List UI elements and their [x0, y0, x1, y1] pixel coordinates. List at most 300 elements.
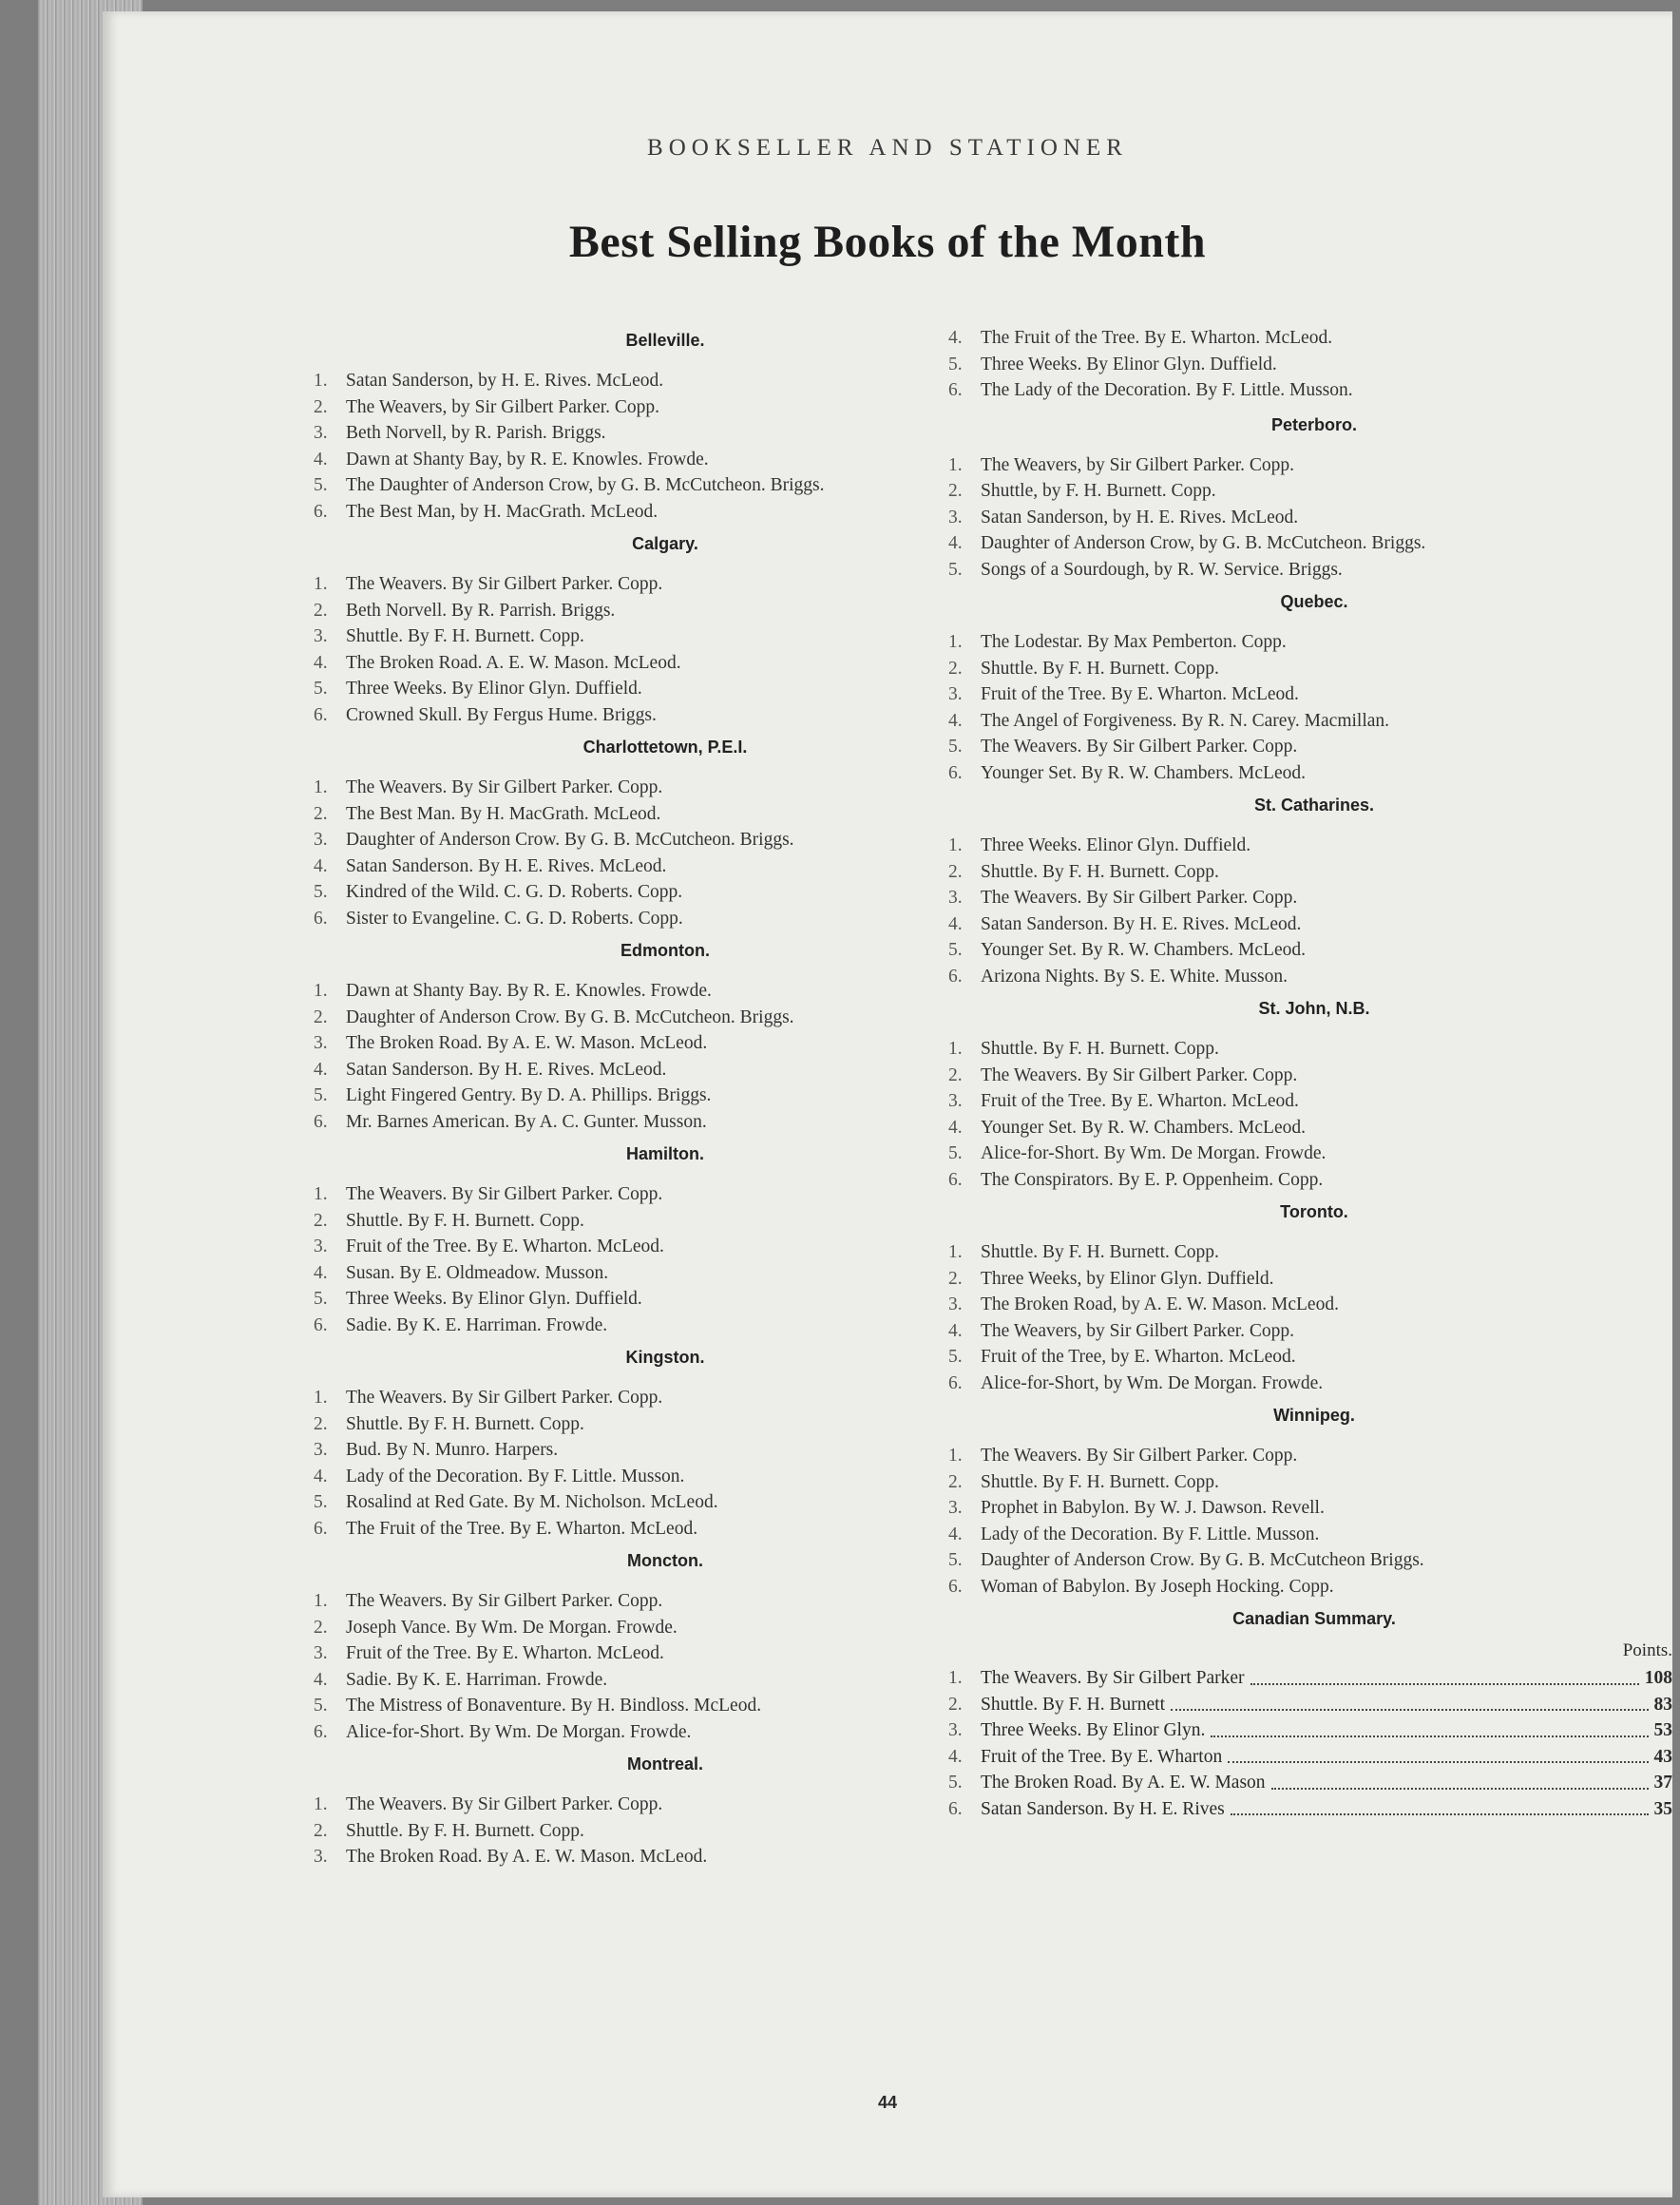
entry-text: Arizona Nights. By S. E. White. Musson.	[981, 966, 1289, 987]
entry-text: The Angel of Forgiveness. By R. N. Carey. Macmillan.	[981, 710, 1390, 731]
book-entry	[314, 1260, 1017, 1287]
entry-number: 5.	[948, 737, 963, 757]
book-entry	[948, 1141, 1680, 1167]
book-entry	[314, 1437, 1017, 1464]
entry-text: Fruit of the Tree. By E. Wharton. McLeod.	[346, 1237, 664, 1256]
entry-number: 2.	[314, 396, 328, 417]
summary-title: The Weavers. By Sir Gilbert Parker	[981, 1668, 1245, 1688]
entry-number: 4.	[314, 855, 328, 876]
points-label: Points.	[1622, 1640, 1672, 1660]
summary-points: 35	[1653, 1798, 1672, 1819]
book-entry	[314, 827, 1017, 853]
entry-text: Lady of the Decoration. By F. Little. Musson.	[346, 1466, 685, 1486]
entry-text: The Weavers, by Sir Gilbert Parker. Copp.	[981, 1320, 1295, 1341]
book-entry	[314, 447, 1017, 473]
entry-number: 3.	[314, 1440, 328, 1460]
entry-number: 6.	[314, 908, 328, 929]
entry-number: 2.	[948, 1268, 963, 1289]
entry-number: 2.	[314, 600, 328, 621]
book-entry	[948, 377, 1680, 404]
entry-number: 4.	[948, 1524, 963, 1544]
entry-number: 6.	[948, 762, 963, 783]
entry-text: Susan. By E. Oldmeadow. Musson.	[346, 1262, 609, 1283]
entry-text: Shuttle. By F. H. Burnett. Copp.	[981, 1242, 1219, 1262]
book-entry	[314, 702, 1017, 729]
book-entry	[314, 1083, 1017, 1109]
entry-number: 1.	[314, 1794, 328, 1814]
entry-text: Dawn at Shanty Bay, by R. E. Knowles. Frowde.	[346, 449, 709, 470]
entry-number: 4.	[948, 1746, 963, 1767]
entry-number: 1.	[314, 1591, 328, 1611]
book-entry	[314, 499, 1017, 526]
book-entry	[948, 1036, 1680, 1063]
entry-text: Daughter of Anderson Crow. By G. B. McCutcheon Briggs.	[981, 1550, 1424, 1570]
summary-row	[948, 1692, 1680, 1718]
book-entry	[314, 1385, 1017, 1411]
summary-row	[948, 1744, 1680, 1771]
entry-number: 2.	[948, 1471, 963, 1492]
entry-text: The Weavers. By Sir Gilbert Parker. Copp.	[981, 737, 1298, 757]
entry-text: Daughter of Anderson Crow. By G. B. McCutcheon. Briggs.	[346, 1007, 794, 1027]
entry-text: The Weavers. By Sir Gilbert Parker. Copp.	[981, 888, 1298, 908]
entry-number: 6.	[314, 1111, 328, 1132]
book-entry	[314, 1489, 1017, 1516]
entry-number: 3.	[948, 507, 963, 527]
leader-dots	[1228, 1744, 1648, 1764]
book-entry	[948, 937, 1680, 964]
entry-number: 3.	[314, 1033, 328, 1053]
summary-row	[948, 1717, 1680, 1744]
canadian-summary	[948, 1609, 1680, 1822]
entry-text: The Fruit of the Tree. By E. Wharton. McLeod.	[981, 328, 1333, 348]
entry-text: Alice-for-Short, by Wm. De Morgan. Frowde.	[981, 1372, 1324, 1393]
entry-number: 4.	[948, 1117, 963, 1138]
entry-number: 3.	[948, 1091, 963, 1111]
city-heading: St. John, N.B.	[1258, 999, 1370, 1018]
entry-number: 1.	[948, 1039, 963, 1059]
book-entry	[314, 472, 1017, 499]
entry-text: The Broken Road. By A. E. W. Mason. McLeod.	[346, 1033, 708, 1053]
summary-points: 83	[1653, 1694, 1672, 1715]
book-list	[948, 629, 1680, 786]
book-entry	[948, 1469, 1680, 1496]
entry-text: Fruit of the Tree. By E. Wharton. McLeod.	[981, 1091, 1299, 1111]
book-entry	[948, 833, 1680, 859]
book-entry	[948, 1088, 1680, 1115]
entry-text: Sadie. By K. E. Harriman. Frowde.	[346, 1669, 608, 1690]
summary-title: Fruit of the Tree. By E. Wharton	[981, 1746, 1223, 1767]
city-section	[948, 415, 1680, 584]
entry-number: 1.	[948, 835, 963, 855]
book-entry	[948, 911, 1680, 938]
book-list	[314, 368, 1017, 525]
summary-points: 37	[1653, 1773, 1672, 1793]
page	[103, 11, 1672, 2197]
entry-text: Woman of Babylon. By Joseph Hocking. Copp.	[981, 1576, 1334, 1597]
book-entry	[314, 598, 1017, 624]
book-entry	[314, 775, 1017, 801]
right-column	[948, 325, 1680, 1831]
entry-number: 2.	[314, 1413, 328, 1434]
city-section	[314, 331, 1017, 525]
entry-text: Shuttle. By F. H. Burnett. Copp.	[346, 1413, 584, 1434]
entry-number: 5.	[948, 1773, 963, 1793]
entry-number: 3.	[948, 1498, 963, 1518]
book-entry	[314, 1181, 1017, 1208]
entry-text: Satan Sanderson. By H. E. Rives. McLeod.	[346, 855, 667, 876]
entry-text: Fruit of the Tree, by E. Wharton. McLeod.	[981, 1347, 1296, 1367]
entry-number: 5.	[314, 679, 328, 699]
summary-points: 108	[1644, 1668, 1672, 1688]
book-entry	[314, 1818, 1017, 1845]
book-entry	[314, 1792, 1017, 1818]
book-entry	[948, 1266, 1680, 1293]
entry-number: 4.	[314, 1466, 328, 1486]
entry-text: The Fruit of the Tree. By E. Wharton. McLeod.	[346, 1518, 698, 1539]
book-entry	[948, 629, 1680, 656]
book-entry	[314, 1411, 1017, 1438]
city-section	[948, 999, 1680, 1193]
entry-text: Lady of the Decoration. By F. Little. Musson.	[981, 1524, 1320, 1544]
entry-text: The Conspirators. By E. P. Oppenheim. Copp.	[981, 1169, 1324, 1190]
entry-number: 5.	[314, 1289, 328, 1309]
book-entry	[948, 1115, 1680, 1141]
entry-text: Joseph Vance. By Wm. De Morgan. Frowde.	[346, 1617, 678, 1638]
book-list	[314, 1385, 1017, 1542]
entry-number: 2.	[948, 1064, 963, 1085]
entry-number: 4.	[314, 1669, 328, 1690]
entry-text: The Best Man. By H. MacGrath. McLeod.	[346, 803, 661, 824]
book-entry	[314, 1057, 1017, 1083]
book-entry	[948, 964, 1680, 990]
entry-text: Shuttle. By F. H. Burnett. Copp.	[981, 1471, 1219, 1492]
book-entry	[314, 420, 1017, 447]
entry-text: Rosalind at Red Gate. By M. Nicholson. McLeod.	[346, 1492, 718, 1512]
entry-number: 5.	[948, 1550, 963, 1570]
city-section	[314, 1144, 1017, 1338]
entry-number: 5.	[314, 1492, 328, 1512]
leader-dots	[1250, 1665, 1639, 1685]
entry-number: 1.	[948, 454, 963, 475]
city-heading: Winnipeg.	[1273, 1406, 1355, 1425]
entry-number: 3.	[948, 888, 963, 908]
entry-text: The Best Man, by H. MacGrath. McLeod.	[346, 501, 659, 522]
entry-text: Satan Sanderson, by H. E. Rives. McLeod.	[346, 371, 664, 391]
book-entry	[314, 1588, 1017, 1615]
entry-number: 6.	[948, 1372, 963, 1393]
summary-title: The Broken Road. By A. E. W. Mason	[981, 1773, 1266, 1793]
entry-text: The Weavers, by Sir Gilbert Parker. Copp.	[346, 396, 660, 417]
book-entry	[314, 1844, 1017, 1870]
entry-number: 6.	[948, 966, 963, 987]
city-section	[314, 941, 1017, 1135]
book-list	[314, 775, 1017, 931]
city-section	[314, 1551, 1017, 1745]
entry-text: Three Weeks. By Elinor Glyn. Duffield.	[346, 1289, 642, 1309]
entry-number: 6.	[314, 1314, 328, 1335]
entry-number: 1.	[948, 1242, 963, 1262]
entry-text: The Lodestar. By Max Pemberton. Copp.	[981, 632, 1287, 652]
book-entry	[314, 879, 1017, 906]
book-entry	[314, 623, 1017, 650]
entry-number: 2.	[314, 1617, 328, 1638]
entry-number: 1.	[314, 1184, 328, 1204]
book-entry	[314, 394, 1017, 421]
entry-number: 1.	[948, 1668, 963, 1688]
book-entry	[948, 1318, 1680, 1345]
entry-text: Mr. Barnes American. By A. C. Gunter. Musson.	[346, 1111, 707, 1132]
entry-text: Kindred of the Wild. C. G. D. Roberts. Copp.	[346, 882, 683, 902]
entry-text: Shuttle. By F. H. Burnett. Copp.	[981, 658, 1219, 679]
entry-number: 5.	[314, 475, 328, 495]
book-entry	[948, 760, 1680, 787]
book-entry	[314, 978, 1017, 1005]
book-entry	[314, 853, 1017, 880]
page-title: Best Selling Books of the Month	[568, 217, 1207, 267]
summary-title: Satan Sanderson. By H. E. Rives	[981, 1798, 1225, 1819]
entry-text: Younger Set. By R. W. Chambers. McLeod.	[981, 940, 1306, 960]
entry-text: Sadie. By K. E. Harriman. Frowde.	[346, 1314, 608, 1335]
entry-text: Songs of a Sourdough, by R. W. Service. Briggs.	[981, 559, 1343, 580]
city-heading: St. Catharines.	[1253, 796, 1375, 815]
entry-text: The Broken Road. A. E. W. Mason. McLeod.	[346, 652, 681, 673]
book-entry	[948, 1522, 1680, 1548]
book-entry	[948, 1344, 1680, 1371]
entry-text: The Lady of the Decoration. By F. Little. Musson.	[981, 380, 1353, 400]
book-entry	[314, 1693, 1017, 1719]
entry-number: 3.	[314, 626, 328, 646]
entry-text: Sister to Evangeline. C. G. D. Roberts. Copp.	[346, 908, 683, 929]
entry-number: 4.	[948, 328, 963, 348]
entry-text: Shuttle. By F. H. Burnett. Copp.	[981, 861, 1219, 882]
entry-text: The Weavers. By Sir Gilbert Parker. Copp.	[346, 1591, 663, 1611]
book-entry	[948, 557, 1680, 584]
entry-number: 3.	[314, 830, 328, 850]
entry-number: 4.	[948, 1320, 963, 1341]
entry-text: The Weavers. By Sir Gilbert Parker. Copp.	[346, 1794, 663, 1814]
entry-text: Satan Sanderson. By H. E. Rives. McLeod.	[981, 913, 1302, 934]
entry-number: 4.	[948, 913, 963, 934]
entry-text: Three Weeks. By Elinor Glyn. Duffield.	[346, 679, 642, 699]
book-entry	[948, 530, 1680, 557]
entry-text: Younger Set. By R. W. Chambers. McLeod.	[981, 1117, 1306, 1138]
book-list	[948, 833, 1680, 989]
city-heading: Charlottetown, P.E.I.	[582, 738, 748, 757]
summary-row	[948, 1796, 1680, 1823]
summary-list	[948, 1665, 1680, 1822]
book-entry	[948, 1167, 1680, 1194]
entry-number: 5.	[948, 559, 963, 580]
book-entry	[314, 650, 1017, 677]
city-section	[314, 1754, 1017, 1870]
entry-number: 6.	[948, 1169, 963, 1190]
book-entry	[948, 1495, 1680, 1522]
entry-number: 1.	[948, 1446, 963, 1466]
city-heading: Belleville.	[625, 331, 705, 350]
entry-number: 2.	[948, 861, 963, 882]
book-entry	[314, 1005, 1017, 1031]
entry-number: 2.	[948, 658, 963, 679]
entry-number: 6.	[314, 1721, 328, 1742]
book-entry	[948, 681, 1680, 708]
city-section	[314, 534, 1017, 728]
entry-number: 1.	[314, 574, 328, 594]
entry-text: Three Weeks, by Elinor Glyn. Duffield.	[981, 1268, 1274, 1289]
entry-number: 3.	[948, 684, 963, 704]
entry-text: The Weavers. By Sir Gilbert Parker. Copp.	[346, 574, 663, 594]
book-entry	[314, 368, 1017, 394]
city-section	[314, 1348, 1017, 1542]
entry-text: The Broken Road, by A. E. W. Mason. McLeod.	[981, 1294, 1339, 1314]
entry-text: Alice-for-Short. By Wm. De Morgan. Frowde.	[981, 1143, 1327, 1163]
leader-dots	[1211, 1717, 1648, 1737]
summary-points: 43	[1653, 1746, 1672, 1767]
book-entry	[948, 1443, 1680, 1469]
entry-text: Light Fingered Gentry. By D. A. Phillips. Briggs.	[346, 1085, 712, 1105]
entry-number: 3.	[314, 1237, 328, 1256]
entry-number: 4.	[948, 710, 963, 731]
left-column	[314, 325, 1017, 1880]
entry-number: 5.	[948, 1143, 963, 1163]
entry-text: Crowned Skull. By Fergus Hume. Briggs.	[346, 704, 657, 725]
entry-number: 6.	[314, 501, 328, 522]
book-list	[314, 571, 1017, 728]
city-section	[948, 592, 1680, 786]
city-section	[314, 738, 1017, 931]
entry-number: 5.	[314, 1085, 328, 1105]
entry-number: 6.	[314, 1518, 328, 1539]
entry-text: Satan Sanderson. By H. E. Rives. McLeod.	[346, 1059, 667, 1080]
city-section	[948, 796, 1680, 989]
entry-text: Shuttle, by F. H. Burnett. Copp.	[981, 481, 1216, 501]
entry-text: Shuttle. By F. H. Burnett. Copp.	[346, 626, 584, 646]
book-entry	[314, 801, 1017, 828]
entry-text: Satan Sanderson, by H. E. Rives. McLeod.	[981, 507, 1299, 527]
entry-text: Shuttle. By F. H. Burnett. Copp.	[981, 1039, 1219, 1059]
entry-number: 6.	[948, 1576, 963, 1597]
entry-text: Three Weeks. Elinor Glyn. Duffield.	[981, 835, 1251, 855]
page-number: 44	[877, 2093, 898, 2112]
city-heading: Calgary.	[632, 534, 698, 553]
summary-row	[948, 1665, 1680, 1692]
book-entry	[948, 1239, 1680, 1266]
entry-number: 5.	[314, 882, 328, 902]
entry-text: Daughter of Anderson Crow, by G. B. McCutcheon. Briggs.	[981, 533, 1426, 553]
entry-number: 1.	[314, 777, 328, 797]
entry-number: 6.	[948, 1798, 963, 1819]
book-list	[314, 978, 1017, 1135]
entry-number: 2.	[314, 1007, 328, 1027]
book-entry	[314, 1640, 1017, 1667]
book-entry	[314, 676, 1017, 702]
city-section	[948, 1406, 1680, 1600]
book-entry	[948, 1547, 1680, 1574]
book-entry	[948, 352, 1680, 378]
book-entry	[948, 478, 1680, 505]
entry-text: The Weavers. By Sir Gilbert Parker. Copp.	[346, 1388, 663, 1408]
summary-row	[948, 1770, 1680, 1796]
city-heading: Edmonton.	[620, 941, 710, 960]
entry-number: 4.	[948, 533, 963, 553]
city-heading: Kingston.	[625, 1348, 705, 1367]
entry-number: 1.	[314, 371, 328, 391]
entry-number: 3.	[314, 1643, 328, 1663]
book-entry	[948, 1292, 1680, 1318]
entry-number: 3.	[314, 423, 328, 443]
book-list	[314, 1588, 1017, 1745]
entry-text: The Weavers. By Sir Gilbert Parker. Copp.	[981, 1446, 1298, 1466]
entry-text: The Daughter of Anderson Crow, by G. B. McCutcheon. Briggs.	[346, 475, 825, 495]
book-entry	[314, 1615, 1017, 1641]
book-entry	[948, 452, 1680, 479]
book-entry	[948, 734, 1680, 760]
book-entry	[948, 1371, 1680, 1397]
entry-text: The Broken Road. By A. E. W. Mason. McLeod.	[346, 1847, 708, 1867]
entry-number: 1.	[314, 1388, 328, 1408]
entry-text: The Weavers. By Sir Gilbert Parker. Copp.	[346, 777, 663, 797]
entry-number: 2.	[948, 1694, 963, 1715]
entry-number: 6.	[948, 380, 963, 400]
book-entry	[314, 1109, 1017, 1136]
entry-number: 3.	[948, 1294, 963, 1314]
book-list	[314, 1181, 1017, 1338]
entry-text: The Mistress of Bonaventure. By H. Bindloss. McLeod.	[346, 1696, 762, 1716]
book-list	[948, 1443, 1680, 1600]
city-heading: Toronto.	[1280, 1202, 1348, 1221]
entry-number: 4.	[314, 1262, 328, 1283]
entry-text: The Weavers. By Sir Gilbert Parker. Copp.	[346, 1184, 663, 1204]
book-entry	[948, 656, 1680, 682]
right-column-sections	[948, 415, 1680, 1601]
book-entry	[948, 505, 1680, 531]
book-list	[948, 1239, 1680, 1396]
entry-number: 2.	[314, 803, 328, 824]
entry-number: 3.	[948, 1720, 963, 1740]
summary-heading: Canadian Summary.	[1232, 1609, 1396, 1628]
entry-text: The Weavers. By Sir Gilbert Parker. Copp.	[981, 1064, 1298, 1085]
entry-number: 4.	[314, 449, 328, 470]
entry-text: Fruit of the Tree. By E. Wharton. McLeod.	[981, 684, 1299, 704]
entry-number: 2.	[948, 481, 963, 501]
entry-number: 4.	[314, 652, 328, 673]
book-entry	[314, 906, 1017, 932]
entry-number: 5.	[314, 1696, 328, 1716]
entry-text: Daughter of Anderson Crow. By G. B. McCutcheon. Briggs.	[346, 830, 794, 850]
book-entry	[314, 1313, 1017, 1339]
book-entry	[314, 1208, 1017, 1235]
entry-number: 2.	[314, 1210, 328, 1231]
book-entry	[314, 1030, 1017, 1057]
entry-text: Dawn at Shanty Bay. By R. E. Knowles. Frowde.	[346, 981, 712, 1001]
entry-number: 5.	[948, 354, 963, 374]
book-entry	[948, 859, 1680, 886]
entry-text: Shuttle. By F. H. Burnett. Copp.	[346, 1210, 584, 1231]
book-list	[948, 452, 1680, 584]
book-entry	[948, 325, 1680, 352]
summary-title: Shuttle. By F. H. Burnett	[981, 1694, 1165, 1715]
book-entry	[314, 1667, 1017, 1694]
entry-text: Alice-for-Short. By Wm. De Morgan. Frowde.	[346, 1721, 692, 1742]
entry-text: Beth Norvell, by R. Parish. Briggs.	[346, 423, 606, 443]
entry-text: Younger Set. By R. W. Chambers. McLeod.	[981, 762, 1306, 783]
montreal-continued-list	[948, 325, 1680, 404]
entry-text: Fruit of the Tree. By E. Wharton. McLeod.	[346, 1643, 664, 1663]
book-entry	[948, 1574, 1680, 1601]
entry-number: 6.	[314, 704, 328, 725]
entry-number: 4.	[314, 1059, 328, 1080]
city-heading: Peterboro.	[1270, 414, 1358, 434]
entry-number: 2.	[314, 1820, 328, 1841]
